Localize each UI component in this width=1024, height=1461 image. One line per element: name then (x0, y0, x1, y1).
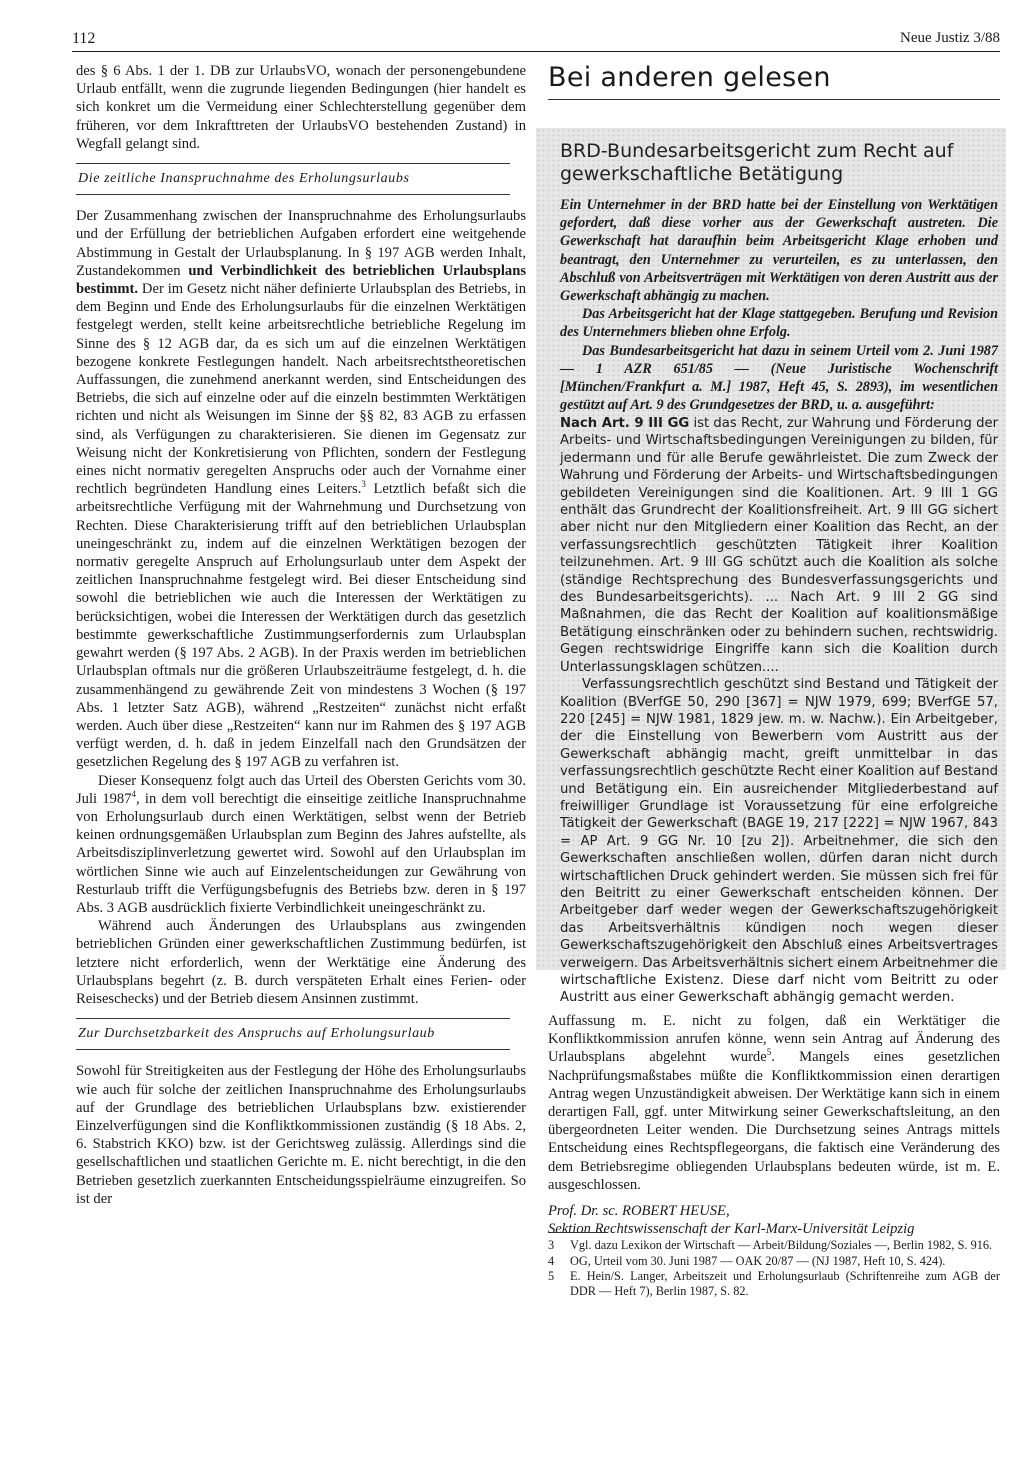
intro-paragraph: des § 6 Abs. 1 der 1. DB zur UrlaubsVO, wonach der personengebundene Urlaub entfällt, wenn die zugrunde liegenden Bedingungen (hier handelt es sich konkret um die Vermeidung einer Schlechterstellung gegenüber dem früheren, vor dem Inkrafttreten der UrlaubsVO bestehenden Zustand) in Wegfall gelangt sind. (76, 63, 526, 152)
left-column (76, 62, 526, 1208)
page-number: 112 (72, 30, 96, 47)
author-affiliation: Sektion Rechtswissenschaft der Karl-Marx-Universität Leipzig (548, 1221, 915, 1238)
author-name: Prof. Dr. sc. ROBERT HEUSE, (548, 1203, 730, 1220)
paragraph-text: . Mangels eines gesetzlichen Nachprüfungsmaßstabes müßte die Konfliktkommission einen derartigen Antrag wegen Unzuständigkeit abweisen. Der Werktätige kann sich in einem derartigen Fall, ggf. unter Mitwirkung seiner Gewerkschaftsleitung, an den übergeordneten Leiter wenden. Die Durchsetzung seines Antrags mittels Entscheidung eines Rechtspflegeorgans, die faktisch eine Veränderung des dem Betriebsregime obliegenden Urlaubsplans bedeuten würde, ist m. E. ausgeschlossen. (548, 1049, 1000, 1193)
footnote (548, 1254, 1000, 1269)
quote-text: ist das Recht, zur Wahrung und Förderung der Arbeits- und Wirtschaftsbedingungen Vereinigungen zu bilden, für jedermann und für alle Berufe gewährleistet. Die zum Zweck der Wahrung und Förderung der Arbeits- und Wirtschaftsbedingungen gebildeten Vereinigungen sind die Koalitionen. Art. 9 III 1 GG enthält das Grundrecht der Koalitionsfreiheit. Art. 9 III GG sichert aber nicht nur den Mitgliedern einer Koalition das Recht, an der verfassungsrechtlich geschützten Tätigkeit ihrer Koalition teilzunehmen. Art. 9 III GG schützt auch die Koalition als solche (ständige Rechtsprechung des Bundesverfassungsgerichts und des Bundesarbeitsgerichts). ... Nach Art. 9 III 2 GG sind Maßnahmen, die das Recht der Koalition auf koalitionsmäßige Betätigung einschränken oder zu behindern suchen, rechtswidrig. Gegen rechtswidrige Eingriffe kann sich die Koalition durch Unterlassungsklagen schützen.... (560, 416, 998, 675)
footnote-number: 5 (548, 1269, 555, 1284)
paragraph-aenderungen: Während auch Änderungen des Urlaubsplans aus zwingenden betrieblichen Gründen einer gewerkschaftlichen Zustimmung bedürfen, ist letztere nicht erforderlich, wenn der Werktätige eine Änderung des Urlaubsplans begehrt (z. B. durch verspäteten Erhalt eines Ferien- oder Reiseschecks) und der Betrieb diesem Ansinnen zustimmt. (76, 918, 526, 1007)
box-intro-paragraph: Ein Unternehmer in der BRD hatte bei der Einstellung von Werktätigen gefordert, daß diese vorher aus der Gewerkschaft austreten. Die Gewerkschaft hat daraufhin beim Arbeitsgericht Klage erhoben und beantragt, den Unternehmer zu verurteilen, es zu unterlassen, den Abschluß von Arbeitsverträgen mit Werktätigen von deren Austritt aus der Gewerkschaft abhängig zu machen. (560, 197, 998, 305)
paragraph-oberstes-gericht (76, 772, 526, 918)
box-intro-paragraph: Das Bundesarbeitsgericht hat dazu in seinem Urteil vom 2. Juni 1987 — 1 AZR 651/85 — (Neue Juristische Wochenschrift [München/Frankfurt a. M.] 1987, Heft 45, S. 2893), im wesentlichen gestützt auf Art. 9 des Grundgesetzes der BRD, u. a. ausgeführt: (560, 342, 998, 414)
paragraph-text: Letztlich befaßt sich die arbeitsrechtliche Verfügung mit der Wahrnehmung und Durchsetzung von Rechten. Diese Charakterisierung trifft auf den betrieblichen Urlaubsplan uneingeschränkt zu, indem auf die einzelnen Werktätigen bezogen der normativ geregelte Anspruch auf Erholungsurlaub unter dem Aspekt der zeitlichen Inanspruchnahme festgelegt wird. Bei dieser Entscheidung sind sowohl die betrieblichen wie auch die Interessen der Werktätigen zu berücksichtigen, wobei die Interessen der Werktätigen durch das gesetzlich bestimmte gewerkschaftliche Zustimmungserfordernis zum Urlaubsplan gewahrt werden (§ 197 Abs. 2 AGB). In der Praxis werden im betrieblichen Urlaubsplan oftmals nur die größeren Urlaubszeiträume festgelegt, d. h. die zusammenhängend zu gewährende Zeit von mindestens 3 Wochen (§ 197 Abs. 1 letzter Satz AGB), während „Restzeiten“ zunächst nicht erfaßt werden. Auch über diese „Restzeiten“ kann nur im Rahmen des § 197 AGB verfügt werden, d. h. daß in jedem Einzelfall nach den Grundsätzen der gesetzlichen Regelung des § 197 AGB zu verfahren ist. (76, 481, 526, 771)
footnote-ref[interactable]: 5 (766, 1047, 772, 1058)
subheading-zeitliche-inanspruchnahme: Die zeitliche Inanspruchnahme des Erholungsurlaubs (76, 163, 510, 195)
section-title: Bei anderen gelesen (548, 62, 1000, 100)
paragraph-urlaubsplanung (76, 207, 526, 771)
footnote (548, 1269, 1000, 1298)
paragraph-text: Der Zusammenhang zwischen der Inanspruchnahme des Erholungsurlaubs und der Erfüllung der betrieblichen Aufgaben erfordert eine weitgehende Abstimmung in Gestalt der Urlaubsplanung. In § 197 AGB werden Inhalt, Zustandekommen (76, 208, 526, 279)
paragraph-text: , in dem voll berechtigt die einseitige zeitliche Inanspruchnahme von Erholungsurlaub durch einen Werktätigen, selbst wenn der Betrieb keinen ordnungsgemäßen Urlaubsplan zum Beginn des Jahres aufstellte, als Arbeitsdisziplinverletzung gewertet wird. Sowohl auf den Urlaubsplan im wörtlichen Sinne wie auch auf Einzelentscheidungen zur Gewährung von Resturlaub trifft die Verfügungsbefugnis des Betriebs bzw. deren in § 197 Abs. 3 AGB ausdrücklich fixierte Verbindlichkeit uneingeschränkt zu. (76, 790, 527, 916)
author-signature (548, 1202, 1000, 1238)
header-rule (72, 51, 1000, 52)
paragraph-text: Der im Gesetz nicht näher definierte Urlaubsplan des Betriebs, in dem Beginn und Ende des Erholungsurlaubs für die einzelnen Werktätigen festgelegt werden, stellt keine arbeitsrechtliche betriebliche Regelung im Sinne des § 12 AGB dar, da es sich um auf die einzelnen Werktätigen bezogene konkrete Festlegungen handelt. Nach arbeitsrechtstheoretischen Auffassungen, die zunehmend anerkannt werden, sind Entscheidungen des Betriebs, die sich auf einzelne oder auf die einzeln bestimmten Werktätigen richten und nicht als Weisungen im Sinne der §§ 82, 83 AGB zu erfassen sind, als Verfügungen zu charakterisieren. Sie dienen im Gegensatz zur Weisung nicht der Konkretisierung von Pflichten, sondern der Festlegung eines nicht normativ geregelten Anspruchs oder auch der Vornahme einer rechtlich begründeten Handlung eines Leiters. (76, 281, 526, 498)
footnote-text: OG, Urteil vom 30. Juni 1987 — OAK 20/87 — (NJ 1987, Heft 10, S. 424). (570, 1253, 946, 1268)
paragraph-text: Auffassung m. E. nicht zu folgen, daß ein Werktätiger die Konfliktkommission anrufen könne, wenn sein Antrag auf Änderung des Urlaubsplans abgelehnt wurde (548, 1013, 1000, 1066)
footnote-ref[interactable]: 4 (131, 788, 137, 799)
journal-title: Neue Justiz 3/88 (900, 30, 1000, 46)
footnote (548, 1238, 1000, 1253)
paragraph-streitigkeiten: Sowohl für Streitigkeiten aus der Festlegung der Höhe des Erholungsurlaubs wie auch für solche der zeitlichen Inanspruchnahme des Erholungsurlaubs auf der Grundlage des betrieblichen Urlaubsplans bzw. existierender Einzelverfügungen sind die Konfliktkommissionen zuständig (§ 18 Abs. 2, 6. Stabstrich KKO) bzw. ist der Gerichtsweg zulässig. Allerdings sind die gesellschaftlichen und staatlichen Gerichte m. E. nicht berechtigt, in die den Betrieben gesetzlich zuerkannten Entscheidungsspielräume einzugreifen. So ist der (76, 1063, 526, 1207)
paragraph-konfliktkommission (548, 1012, 1000, 1194)
footnotes (548, 1238, 1000, 1299)
box-quote (560, 415, 998, 1007)
paragraph-text: Dieser Konsequenz folgt auch das Urteil des Obersten Gerichts vom 30. Juli 1987 (76, 772, 526, 807)
footnote-ref[interactable]: 3 (361, 479, 366, 490)
footnote-number: 3 (548, 1238, 555, 1252)
bold-phrase: und Verbindlichkeit des betrieblichen Urlaubsplans bestimmt. (76, 262, 526, 298)
quote-lead: Nach Art. 9 III GG (560, 416, 690, 431)
box-quote-paragraph: Verfassungsrechtlich geschützt sind Bestand und Tätigkeit der Koalition (BVerfGE 50, 290 [367] = NJW 1979, 699; BVerfGE 57, 220 [245] = NJW 1981, 1829 jew. m. w. Nachw.). Ein Arbeitgeber, der die Einstellung von Bewerbern vom Austritt aus der Gewerkschaft abhängig macht, greift unmittelbar in das verfassungsrechtlich geschützte Recht einer Koalition auf Bestand und Betätigung ein. Ein ausreichender Mitgliederbestand auf freiwilliger Grundlage ist Voraussetzung für eine erfolgreiche Tätigkeit der Gewerkschaft (BAGE 19, 217 [222] = NJW 1967, 843 = AP Art. 9 GG Nr. 10 [zu 2]). Arbeitnehmer, die sich den Gewerkschaften anschließen wollen, dürfen daran nicht durch wirtschaftlichen Druck gehindert werden. Sie müssen sich frei für den Beitritt zu einer Gewerkschaft entscheiden können. Der Arbeitgeber darf weder wegen der Gewerkschaftszugehörigkeit das Arbeitsverhältnis kündigen noch wegen dieser Gewerkschaftszugehörigkeit den Abschluß eines Arbeitsvertrages verweigern. Das Arbeitsverhältnis sichert einem Arbeitnehmer die wirtschaftliche Existenz. Diese darf nicht vom Beitritt zu oder Austritt aus einer Gewerkschaft abhängig gemacht werden. (560, 677, 998, 1006)
box-intro (560, 196, 998, 414)
footnote-text: Vgl. dazu Lexikon der Wirtschaft — Arbeit/Bildung/Soziales —, Berlin 1982, S. 916. (570, 1238, 993, 1252)
subheading-durchsetzbarkeit: Zur Durchsetzbarkeit des Anspruchs auf Erholungsurlaub (76, 1018, 510, 1050)
box-quote-paragraph (560, 415, 998, 676)
box-title: BRD-Bundesarbeitsgericht zum Recht auf gewerkschaftliche Betätigung (560, 140, 954, 185)
right-column-continuation (548, 1012, 1000, 1238)
footnote-number: 4 (548, 1253, 555, 1268)
footnote-rule (548, 1232, 608, 1233)
box-intro-paragraph: Das Arbeitsgericht hat der Klage stattgegeben. Berufung und Revision des Unternehmers blieben ohne Erfolg. (560, 306, 998, 341)
footnote-text: E. Hein/S. Langer, Arbeitszeit und Erholungsurlaub (Schriftenreihe zum AGB der DDR — Heft 7), Berlin 1987, S. 82. (570, 1269, 1000, 1298)
